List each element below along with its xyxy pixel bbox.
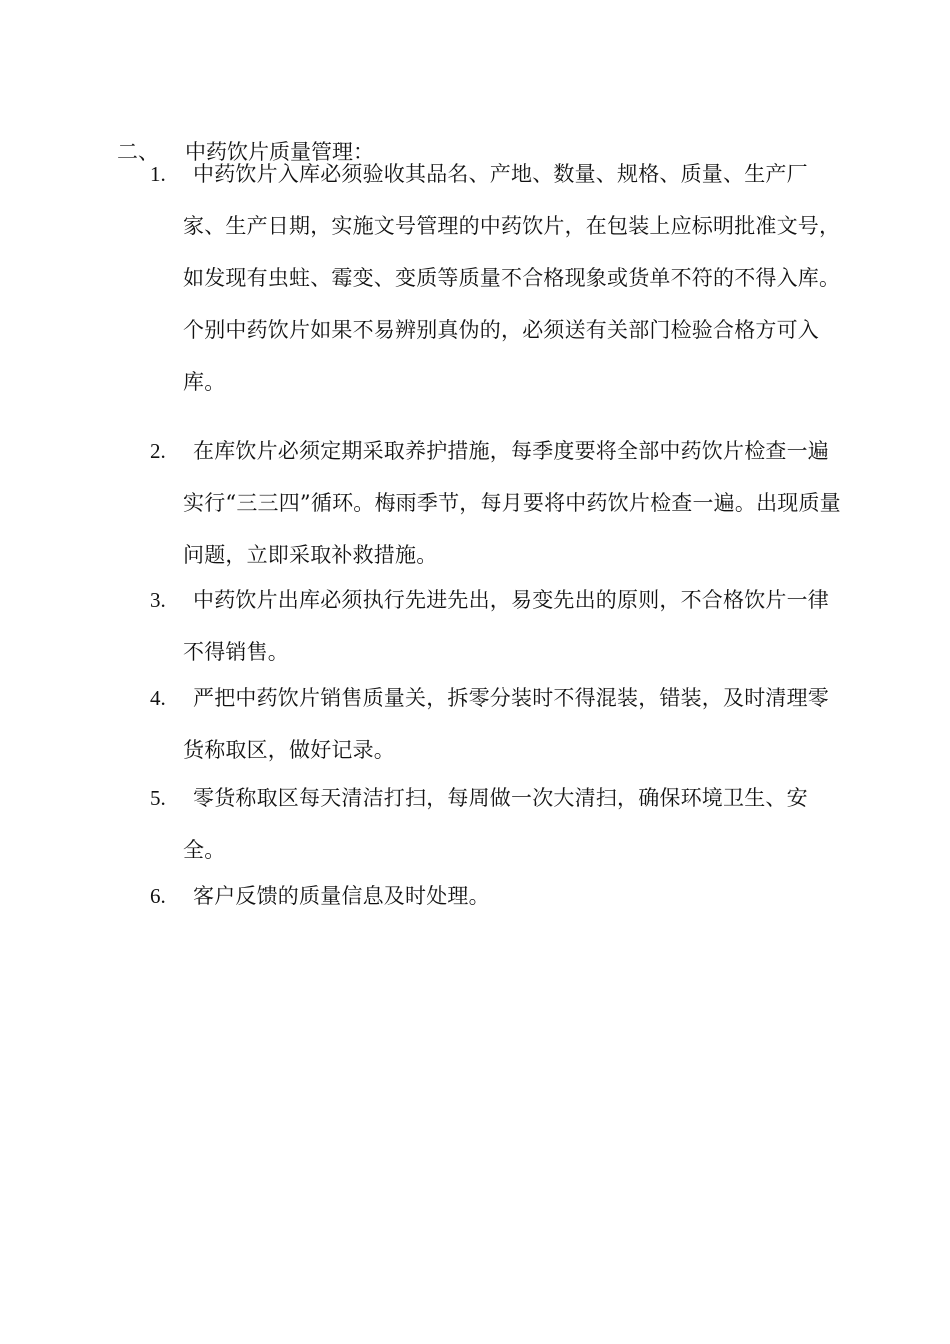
list-item [150,148,850,408]
list-item [150,772,850,876]
list-item-number: 4. [150,686,166,710]
section-title: 中药饮片质量管理： [185,140,374,164]
list-item [150,574,850,678]
list-item-text: 客户反馈的质量信息及时处理。 [193,884,490,908]
list-item-number: 3. [150,588,166,612]
list-item-number: 6. [150,884,166,908]
list-item-text: 中药饮片入库必须验收其品名、产地、数量、规格、质量、生产厂家、生产日期，实施文号管理的中药饮片，在包装上应标明批准文号，如发现有虫蛀、霉变、变质等质量不合格现象或货单不符的不得入库。个别中药饮片如果不易辨别真伪的，必须送有关部门检验合格方可入库。 [183,162,841,394]
list-item-text: 中药饮片出库必须执行先进先出，易变先出的原则，不合格饮片一律不得销售。 [183,588,829,664]
list-item-number: 5. [150,786,166,810]
list-item-text: 在库饮片必须定期采取养护措施，每季度要将全部中药饮片检查一遍实行“三三四”循环。梅雨季节，每月要将中药饮片检查一遍。出现质量问题，立即采取补救措施。 [183,439,841,567]
list-item [150,672,850,776]
list-item-text: 严把中药饮片销售质量关，拆零分装时不得混装，错装，及时清理零货称取区，做好记录。 [183,686,829,762]
list-item [150,870,850,922]
list-item-number: 2. [150,439,166,463]
list-item-text: 零货称取区每天清洁打扫，每周做一次大清扫，确保环境卫生、安全。 [183,786,808,862]
section-number: 二、 [117,140,159,164]
list-item-number: 1. [150,162,166,186]
list-item [150,425,850,581]
